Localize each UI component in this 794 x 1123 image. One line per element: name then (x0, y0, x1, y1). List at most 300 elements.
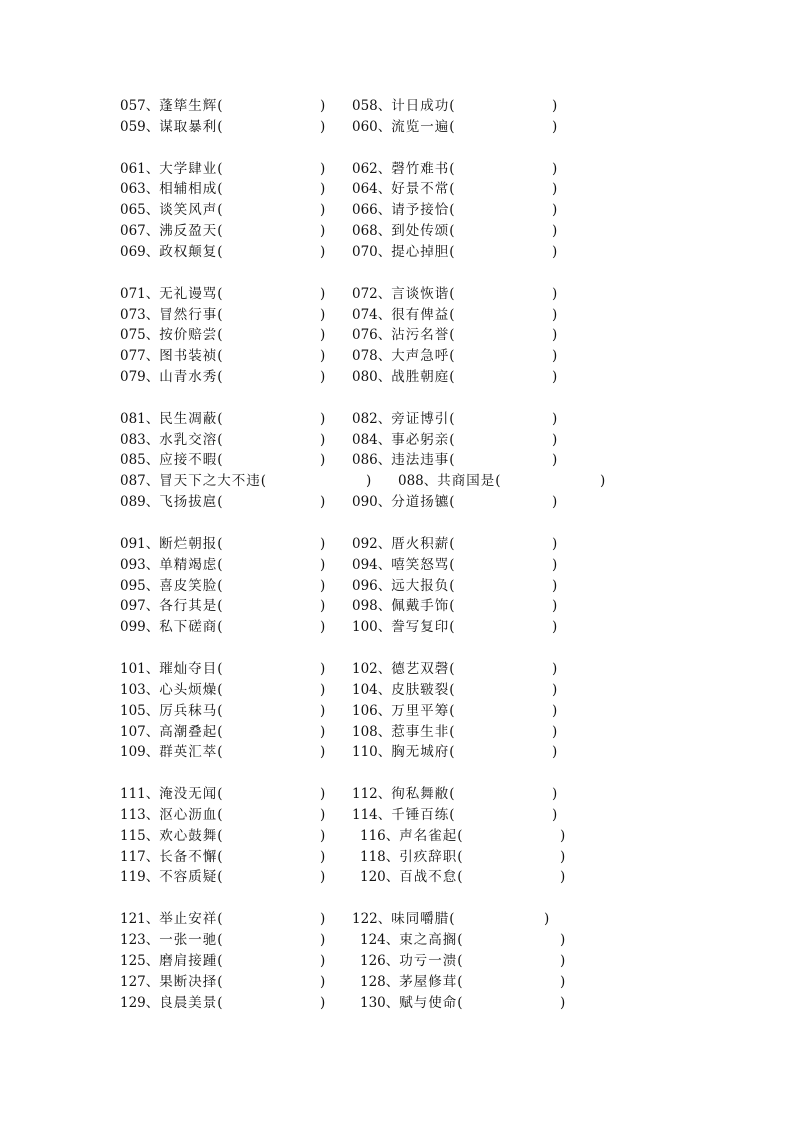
item-number: 069、 (120, 244, 160, 260)
exercise-item (352, 492, 558, 512)
item-number: 123、 (120, 932, 160, 948)
item-number: 093、 (120, 557, 160, 573)
item-number: 099、 (120, 619, 160, 635)
idiom-text: 果断决择 (159, 974, 218, 990)
exercise-item (120, 826, 326, 846)
exercise-item (120, 993, 326, 1013)
exercise-item (352, 96, 558, 116)
idiom-text: 提心掉胆 (391, 244, 450, 260)
answer-close-paren: ) (552, 348, 558, 364)
item-number: 095、 (120, 578, 160, 594)
item-number: 122、 (352, 911, 392, 927)
item-number: 066、 (352, 202, 392, 218)
exercise-item (352, 617, 558, 637)
idiom-text: 惹事生非 (391, 724, 450, 740)
item-number: 104、 (352, 682, 392, 698)
exercise-row (0, 972, 794, 992)
idiom-text: 事必躬亲 (391, 432, 450, 448)
answer-close-paren: ) (320, 307, 326, 323)
exercise-item (352, 596, 558, 616)
item-number: 068、 (352, 223, 392, 239)
exercise-row (0, 805, 794, 825)
exercise-item (120, 555, 326, 575)
idiom-text: 佩戴手饰 (391, 598, 450, 614)
exercise-row (0, 867, 794, 887)
item-number: 071、 (120, 286, 160, 302)
exercise-item (120, 847, 326, 867)
answer-close-paren: ) (320, 703, 326, 719)
exercise-item (120, 784, 326, 804)
answer-open-paren: ( (217, 348, 223, 364)
item-number: 098、 (352, 598, 392, 614)
exercise-row (0, 242, 794, 262)
answer-close-paren: ) (320, 557, 326, 573)
answer-open-paren: ( (217, 244, 223, 260)
item-number: 101、 (120, 661, 160, 677)
item-number: 107、 (120, 724, 160, 740)
answer-open-paren: ( (457, 995, 463, 1011)
answer-close-paren: ) (560, 828, 566, 844)
answer-open-paren: ( (457, 828, 463, 844)
exercise-item (120, 430, 326, 450)
idiom-text: 磨肩接踵 (159, 953, 218, 969)
idiom-text: 谈笑风声 (159, 202, 218, 218)
answer-open-paren: ( (217, 536, 223, 552)
idiom-text: 谋取暴利 (159, 119, 218, 135)
idiom-text: 民生凋蔽 (159, 411, 218, 427)
answer-open-paren: ( (495, 473, 501, 489)
item-number: 112、 (352, 786, 392, 802)
idiom-text: 沸反盈天 (159, 223, 218, 239)
answer-close-paren: ) (560, 932, 566, 948)
idiom-text: 冒然行事 (159, 307, 218, 323)
exercise-item (352, 722, 558, 742)
idiom-text: 图书装祯 (159, 348, 218, 364)
item-number: 124、 (360, 932, 400, 948)
item-number: 096、 (352, 578, 392, 594)
idiom-text: 应接不暇 (159, 452, 218, 468)
idiom-text: 高潮叠起 (159, 724, 218, 740)
answer-close-paren: ) (560, 869, 566, 885)
answer-close-paren: ) (320, 911, 326, 927)
idiom-text: 违法违事 (391, 452, 450, 468)
item-number: 061、 (120, 161, 160, 177)
item-number: 078、 (352, 348, 392, 364)
answer-close-paren: ) (320, 786, 326, 802)
answer-close-paren: ) (320, 995, 326, 1011)
exercise-item (360, 826, 566, 846)
exercise-row (0, 576, 794, 596)
exercise-row (0, 284, 794, 304)
exercise-row (0, 117, 794, 137)
item-number: 089、 (120, 494, 160, 510)
answer-open-paren: ( (449, 223, 455, 239)
answer-close-paren: ) (552, 598, 558, 614)
item-number: 084、 (352, 432, 392, 448)
answer-close-paren: ) (320, 119, 326, 135)
idiom-text: 流览一遍 (391, 119, 450, 135)
answer-close-paren: ) (552, 432, 558, 448)
exercise-item (120, 325, 326, 345)
answer-close-paren: ) (552, 202, 558, 218)
idiom-text: 沤心沥血 (159, 807, 218, 823)
answer-open-paren: ( (449, 536, 455, 552)
item-number: 062、 (352, 161, 392, 177)
idiom-text: 战胜朝庭 (391, 369, 450, 385)
answer-open-paren: ( (217, 578, 223, 594)
exercise-row (0, 951, 794, 971)
answer-close-paren: ) (552, 682, 558, 698)
answer-close-paren: ) (320, 98, 326, 114)
answer-close-paren: ) (320, 807, 326, 823)
item-number: 080、 (352, 369, 392, 385)
answer-open-paren: ( (457, 953, 463, 969)
answer-open-paren: ( (217, 432, 223, 448)
item-number: 087、 (120, 473, 160, 489)
idiom-text: 淹没无闻 (159, 786, 218, 802)
answer-close-paren: ) (320, 432, 326, 448)
exercise-row (0, 555, 794, 575)
item-number: 127、 (120, 974, 160, 990)
answer-open-paren: ( (217, 202, 223, 218)
exercise-item (352, 450, 558, 470)
answer-open-paren: ( (449, 411, 455, 427)
exercise-item (352, 701, 558, 721)
answer-close-paren: ) (320, 578, 326, 594)
answer-open-paren: ( (217, 807, 223, 823)
answer-close-paren: ) (552, 327, 558, 343)
exercise-item (360, 847, 566, 867)
answer-open-paren: ( (449, 98, 455, 114)
answer-close-paren: ) (320, 286, 326, 302)
exercise-item (120, 742, 326, 762)
idiom-text: 单精竭虑 (159, 557, 218, 573)
idiom-text: 远大报负 (391, 578, 450, 594)
answer-open-paren: ( (217, 703, 223, 719)
answer-open-paren: ( (217, 494, 223, 510)
answer-close-paren: ) (552, 661, 558, 677)
answer-open-paren: ( (217, 181, 223, 197)
answer-open-paren: ( (449, 452, 455, 468)
exercise-row (0, 367, 794, 387)
idiom-text: 束之高搁 (399, 932, 458, 948)
exercise-row (0, 659, 794, 679)
exercise-item (120, 96, 326, 116)
item-number: 121、 (120, 911, 160, 927)
exercise-row (0, 784, 794, 804)
answer-open-paren: ( (217, 911, 223, 927)
item-number: 083、 (120, 432, 160, 448)
item-number: 129、 (120, 995, 160, 1011)
exercise-item (352, 284, 558, 304)
answer-open-paren: ( (449, 244, 455, 260)
exercise-row (0, 221, 794, 241)
idiom-text: 相辅相成 (159, 181, 218, 197)
answer-close-paren: ) (552, 244, 558, 260)
item-number: 077、 (120, 348, 160, 364)
answer-open-paren: ( (457, 932, 463, 948)
answer-open-paren: ( (217, 286, 223, 302)
answer-open-paren: ( (449, 578, 455, 594)
answer-open-paren: ( (449, 181, 455, 197)
answer-open-paren: ( (217, 849, 223, 865)
exercise-item (352, 909, 550, 929)
exercise-item (352, 325, 558, 345)
exercise-item (120, 951, 326, 971)
idiom-text: 味同嚼腊 (391, 911, 450, 927)
answer-close-paren: ) (552, 536, 558, 552)
idiom-text: 举止安祥 (159, 911, 218, 927)
exercise-item (352, 367, 558, 387)
exercise-item (120, 722, 326, 742)
item-number: 067、 (120, 223, 160, 239)
item-number: 094、 (352, 557, 392, 573)
exercise-item (352, 221, 558, 241)
exercise-item (120, 179, 326, 199)
answer-open-paren: ( (217, 869, 223, 885)
answer-open-paren: ( (449, 661, 455, 677)
answer-open-paren: ( (217, 974, 223, 990)
idiom-text: 厉兵秣马 (159, 703, 218, 719)
idiom-text: 皮肤皲裂 (391, 682, 450, 698)
answer-close-paren: ) (560, 974, 566, 990)
idiom-text: 千锤百练 (391, 807, 450, 823)
exercise-item (120, 805, 326, 825)
answer-close-paren: ) (552, 307, 558, 323)
exercise-row (0, 159, 794, 179)
exercise-item (120, 450, 326, 470)
item-number: 103、 (120, 682, 160, 698)
item-number: 102、 (352, 661, 392, 677)
answer-close-paren: ) (320, 181, 326, 197)
exercise-item (120, 617, 326, 637)
answer-close-paren: ) (552, 619, 558, 635)
idiom-text: 到处传颂 (391, 223, 450, 239)
idiom-text: 嘻笑怒骂 (391, 557, 450, 573)
answer-close-paren: ) (320, 327, 326, 343)
item-number: 116、 (360, 828, 400, 844)
answer-close-paren: ) (560, 953, 566, 969)
answer-open-paren: ( (217, 327, 223, 343)
idiom-text: 誊写复印 (391, 619, 450, 635)
exercise-item (120, 242, 326, 262)
answer-close-paren: ) (552, 411, 558, 427)
answer-close-paren: ) (320, 202, 326, 218)
item-number: 114、 (352, 807, 392, 823)
answer-close-paren: ) (320, 932, 326, 948)
answer-open-paren: ( (217, 953, 223, 969)
answer-close-paren: ) (320, 661, 326, 677)
exercise-item (120, 930, 326, 950)
item-number: 113、 (120, 807, 160, 823)
idiom-text: 心头烦燥 (159, 682, 218, 698)
exercise-item (352, 805, 558, 825)
item-number: 090、 (352, 494, 392, 510)
exercise-row (0, 346, 794, 366)
exercise-item (120, 659, 326, 679)
item-number: 110、 (352, 744, 392, 760)
exercise-row (0, 200, 794, 220)
exercise-row (0, 492, 794, 512)
idiom-text: 大学肆业 (159, 161, 218, 177)
answer-open-paren: ( (457, 869, 463, 885)
item-number: 064、 (352, 181, 392, 197)
exercise-item (120, 200, 326, 220)
exercise-item (120, 680, 326, 700)
answer-close-paren: ) (320, 348, 326, 364)
answer-close-paren: ) (320, 598, 326, 614)
exercise-item (352, 430, 558, 450)
idiom-text: 好景不常 (391, 181, 450, 197)
exercise-item (360, 930, 566, 950)
item-number: 079、 (120, 369, 160, 385)
answer-close-paren: ) (320, 619, 326, 635)
answer-open-paren: ( (217, 223, 223, 239)
item-number: 075、 (120, 327, 160, 343)
exercise-item (120, 909, 326, 929)
exercise-row (0, 596, 794, 616)
answer-open-paren: ( (449, 598, 455, 614)
exercise-item (120, 972, 326, 992)
idiom-text: 茅屋修茸 (399, 974, 458, 990)
exercise-item (120, 117, 326, 137)
exercise-item (360, 993, 566, 1013)
answer-open-paren: ( (449, 911, 455, 927)
exercise-row (0, 701, 794, 721)
answer-close-paren: ) (552, 557, 558, 573)
exercise-item (360, 972, 566, 992)
exercise-row (0, 325, 794, 345)
exercise-row (0, 742, 794, 762)
item-number: 059、 (120, 119, 160, 135)
idiom-text: 旁证博引 (391, 411, 450, 427)
item-number: 130、 (360, 995, 400, 1011)
exercise-row (0, 450, 794, 470)
answer-open-paren: ( (217, 307, 223, 323)
answer-open-paren: ( (449, 307, 455, 323)
exercise-row (0, 680, 794, 700)
exercise-row (0, 617, 794, 637)
exercise-item (352, 117, 558, 137)
item-number: 085、 (120, 452, 160, 468)
exercise-item (352, 680, 558, 700)
answer-close-paren: ) (552, 494, 558, 510)
item-number: 120、 (360, 869, 400, 885)
idiom-text: 喜皮笑脸 (159, 578, 218, 594)
item-number: 100、 (352, 619, 392, 635)
exercise-row (0, 909, 794, 929)
item-number: 125、 (120, 953, 160, 969)
answer-open-paren: ( (449, 807, 455, 823)
item-number: 081、 (120, 411, 160, 427)
idiom-text: 无礼谩骂 (159, 286, 218, 302)
idiom-text: 沾污名誉 (391, 327, 450, 343)
exercise-row (0, 179, 794, 199)
exercise-item (352, 242, 558, 262)
answer-close-paren: ) (552, 98, 558, 114)
answer-open-paren: ( (449, 619, 455, 635)
item-number: 086、 (352, 452, 392, 468)
item-number: 097、 (120, 598, 160, 614)
item-number: 082、 (352, 411, 392, 427)
answer-close-paren: ) (320, 682, 326, 698)
answer-open-paren: ( (217, 452, 223, 468)
answer-open-paren: ( (217, 98, 223, 114)
exercise-item (120, 284, 326, 304)
answer-close-paren: ) (552, 786, 558, 802)
idiom-text: 万里平筹 (391, 703, 450, 719)
answer-close-paren: ) (560, 995, 566, 1011)
item-number: 076、 (352, 327, 392, 343)
item-number: 106、 (352, 703, 392, 719)
idiom-text: 群英汇萃 (159, 744, 218, 760)
exercise-item (120, 596, 326, 616)
item-number: 128、 (360, 974, 400, 990)
exercise-row (0, 993, 794, 1013)
answer-open-paren: ( (449, 327, 455, 343)
idiom-text: 德艺双磬 (391, 661, 450, 677)
exercise-item (120, 221, 326, 241)
item-number: 088、 (398, 473, 438, 489)
idiom-text: 百战不怠 (399, 869, 458, 885)
answer-open-paren: ( (449, 119, 455, 135)
exercise-row (0, 305, 794, 325)
answer-open-paren: ( (217, 828, 223, 844)
answer-open-paren: ( (449, 202, 455, 218)
exercise-item (352, 784, 558, 804)
answer-open-paren: ( (260, 473, 267, 489)
answer-close-paren: ) (560, 849, 566, 865)
exercise-item (352, 409, 558, 429)
exercise-item (352, 742, 558, 762)
item-number: 058、 (352, 98, 392, 114)
answer-close-paren: ) (552, 119, 558, 135)
exercise-row (0, 96, 794, 116)
item-number: 074、 (352, 307, 392, 323)
idiom-text: 胸无城府 (391, 744, 450, 760)
exercise-item (352, 555, 558, 575)
item-number: 111、 (120, 786, 160, 802)
answer-open-paren: ( (217, 411, 223, 427)
exercise-item (398, 471, 606, 491)
exercise-item (352, 346, 558, 366)
idiom-text: 璀灿夺目 (159, 661, 218, 677)
answer-close-paren: ) (320, 828, 326, 844)
answer-close-paren: ) (552, 452, 558, 468)
idiom-text: 徇私舞敝 (391, 786, 450, 802)
item-number: 072、 (352, 286, 392, 302)
answer-open-paren: ( (217, 369, 223, 385)
idiom-text: 冒天下之大不违 (159, 473, 261, 489)
answer-open-paren: ( (217, 119, 223, 135)
exercise-row (0, 409, 794, 429)
answer-close-paren: ) (320, 724, 326, 740)
item-number: 091、 (120, 536, 160, 552)
answer-close-paren: ) (320, 744, 326, 760)
idiom-text: 私下磋商 (159, 619, 218, 635)
exercise-item (352, 534, 558, 554)
idiom-text: 声名雀起 (399, 828, 458, 844)
answer-open-paren: ( (449, 557, 455, 573)
exercise-item (352, 159, 558, 179)
answer-close-paren: ) (320, 161, 326, 177)
answer-close-paren: ) (320, 244, 326, 260)
answer-open-paren: ( (217, 932, 223, 948)
answer-open-paren: ( (217, 661, 223, 677)
exercise-item (352, 200, 558, 220)
item-number: 073、 (120, 307, 160, 323)
answer-close-paren: ) (552, 369, 558, 385)
